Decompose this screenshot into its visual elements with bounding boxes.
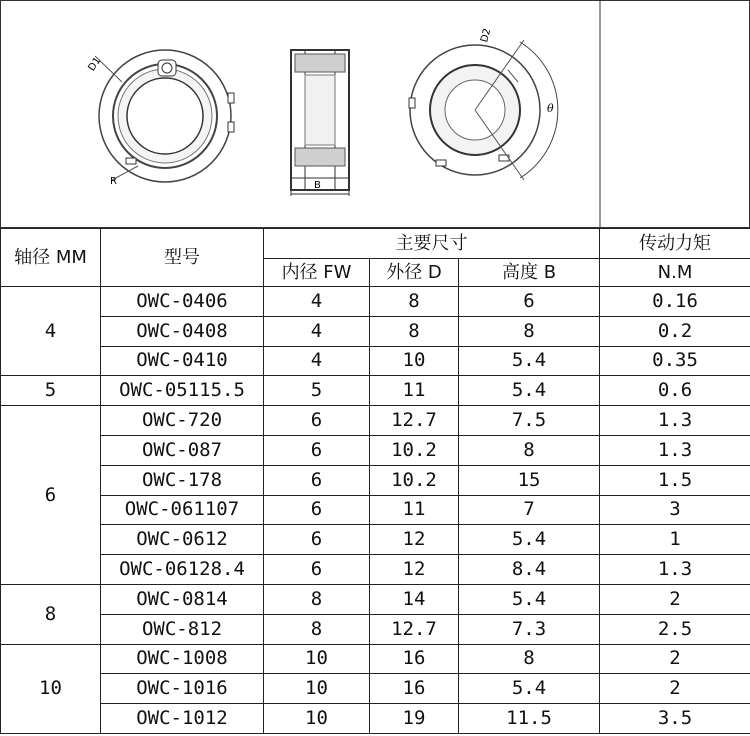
- inner-cell: 10: [264, 674, 370, 704]
- torque-cell: 3.5: [600, 704, 750, 734]
- inner-cell: 8: [264, 584, 370, 614]
- torque-cell: 3: [600, 495, 750, 525]
- model-cell: OWC-05115.5: [101, 376, 264, 406]
- header-main-dims: 主要尺寸: [264, 229, 600, 259]
- table-row: [1, 584, 750, 614]
- torque-cell: 1.3: [600, 555, 750, 585]
- model-cell: OWC-812: [101, 614, 264, 644]
- inner-cell: 6: [264, 495, 370, 525]
- rear-view: [409, 27, 558, 180]
- inner-cell: 10: [264, 644, 370, 674]
- outer-cell: 19: [370, 704, 459, 734]
- height-cell: 5.4: [459, 674, 600, 704]
- inner-cell: 6: [264, 555, 370, 585]
- shaft-cell: 4: [1, 287, 101, 376]
- height-cell: 5.4: [459, 376, 600, 406]
- r-label: R: [110, 176, 117, 187]
- outer-cell: 10.2: [370, 465, 459, 495]
- table-row: [1, 555, 750, 585]
- d1-label: D1: [86, 55, 104, 74]
- outer-cell: 11: [370, 376, 459, 406]
- header-model: 型号: [101, 229, 264, 287]
- torque-cell: 2: [600, 674, 750, 704]
- table-row: [1, 614, 750, 644]
- height-cell: 5.4: [459, 525, 600, 555]
- table-row: [1, 376, 750, 406]
- inner-cell: 4: [264, 346, 370, 376]
- height-cell: 8: [459, 435, 600, 465]
- inner-cell: 4: [264, 287, 370, 317]
- spec-table: [0, 228, 750, 734]
- outer-cell: 10.2: [370, 435, 459, 465]
- table-row: [1, 406, 750, 436]
- torque-cell: 2.5: [600, 614, 750, 644]
- header-shaft: 轴径 MM: [1, 229, 101, 287]
- front-view: [86, 50, 234, 187]
- inner-cell: 8: [264, 614, 370, 644]
- shaft-cell: 6: [1, 406, 101, 585]
- torque-cell: 1.3: [600, 435, 750, 465]
- table-row: [1, 644, 750, 674]
- inner-cell: 5: [264, 376, 370, 406]
- torque-cell: 0.2: [600, 316, 750, 346]
- table-row: [1, 287, 750, 317]
- outer-cell: 12.7: [370, 614, 459, 644]
- height-cell: 5.4: [459, 346, 600, 376]
- model-cell: OWC-1016: [101, 674, 264, 704]
- outer-cell: 12: [370, 525, 459, 555]
- torque-cell: 0.35: [600, 346, 750, 376]
- height-cell: 8: [459, 316, 600, 346]
- model-cell: OWC-178: [101, 465, 264, 495]
- torque-cell: 1: [600, 525, 750, 555]
- model-cell: OWC-06128.4: [101, 555, 264, 585]
- shaft-cell: 10: [1, 644, 101, 733]
- outer-cell: 8: [370, 316, 459, 346]
- model-cell: OWC-087: [101, 435, 264, 465]
- shaft-cell: 8: [1, 584, 101, 644]
- inner-cell: 4: [264, 316, 370, 346]
- model-cell: OWC-0408: [101, 316, 264, 346]
- torque-cell: 2: [600, 644, 750, 674]
- header-outer: 外径 D: [370, 259, 459, 287]
- inner-cell: 6: [264, 525, 370, 555]
- model-cell: OWC-0406: [101, 287, 264, 317]
- height-cell: 6: [459, 287, 600, 317]
- table-row: [1, 435, 750, 465]
- height-cell: 7.5: [459, 406, 600, 436]
- model-cell: OWC-0410: [101, 346, 264, 376]
- outer-cell: 10: [370, 346, 459, 376]
- model-cell: OWC-0612: [101, 525, 264, 555]
- height-cell: 11.5: [459, 704, 600, 734]
- side-section-view: [291, 50, 349, 196]
- height-cell: 7.3: [459, 614, 600, 644]
- model-cell: OWC-061107: [101, 495, 264, 525]
- model-cell: OWC-0814: [101, 584, 264, 614]
- height-cell: 8.4: [459, 555, 600, 585]
- table-row: [1, 674, 750, 704]
- inner-cell: 6: [264, 465, 370, 495]
- model-cell: OWC-720: [101, 406, 264, 436]
- height-cell: 5.4: [459, 584, 600, 614]
- table-row: [1, 525, 750, 555]
- header-torque: 传动力矩: [600, 229, 750, 259]
- outer-cell: 8: [370, 287, 459, 317]
- shaft-cell: 5: [1, 376, 101, 406]
- b-label: B: [314, 180, 321, 191]
- inner-cell: 6: [264, 406, 370, 436]
- header-torque-unit: N.M: [600, 259, 750, 287]
- outer-cell: 11: [370, 495, 459, 525]
- outer-cell: 12: [370, 555, 459, 585]
- model-cell: OWC-1012: [101, 704, 264, 734]
- header-inner: 内径 FW: [264, 259, 370, 287]
- table-row: [1, 704, 750, 734]
- spec-table-body: [1, 287, 750, 734]
- height-cell: 8: [459, 644, 600, 674]
- torque-cell: 2: [600, 584, 750, 614]
- height-cell: 15: [459, 465, 600, 495]
- d2-label: D2: [479, 27, 494, 44]
- table-row: [1, 346, 750, 376]
- height-cell: 7: [459, 495, 600, 525]
- outer-cell: 12.7: [370, 406, 459, 436]
- torque-cell: 1.3: [600, 406, 750, 436]
- outer-cell: 16: [370, 674, 459, 704]
- table-row: [1, 495, 750, 525]
- table-row: [1, 465, 750, 495]
- torque-cell: 0.6: [600, 376, 750, 406]
- outer-cell: 14: [370, 584, 459, 614]
- technical-drawing: [0, 0, 750, 228]
- inner-cell: 6: [264, 435, 370, 465]
- model-cell: OWC-1008: [101, 644, 264, 674]
- torque-cell: 0.16: [600, 287, 750, 317]
- header-height: 高度 B: [459, 259, 600, 287]
- torque-cell: 1.5: [600, 465, 750, 495]
- table-row: [1, 316, 750, 346]
- outer-cell: 16: [370, 644, 459, 674]
- theta-label: θ: [547, 102, 554, 115]
- inner-cell: 10: [264, 704, 370, 734]
